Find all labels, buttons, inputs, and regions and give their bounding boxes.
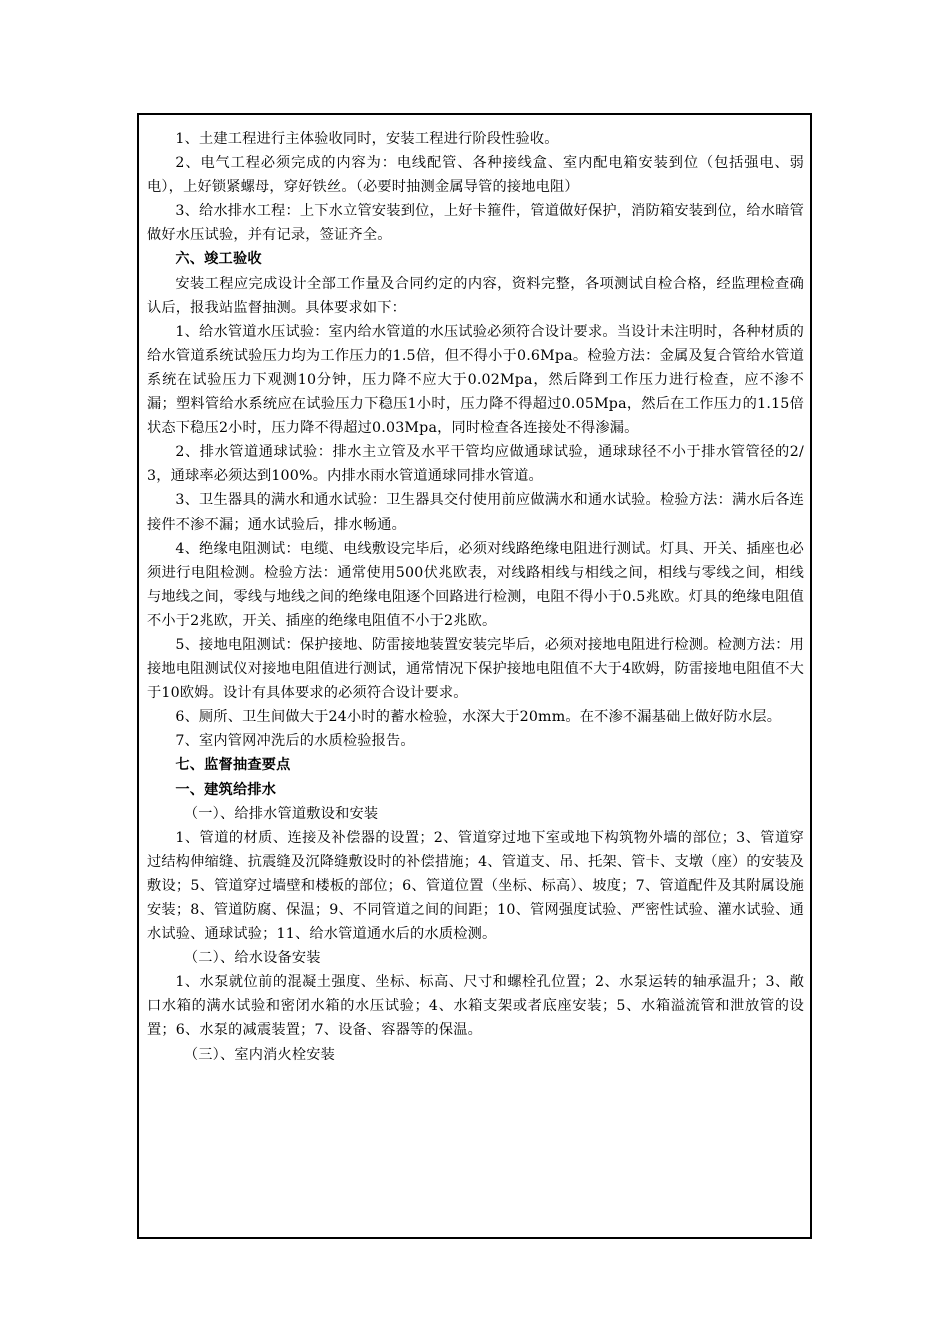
- section-heading-7: 七、监督抽查要点: [175, 757, 291, 774]
- paragraph-11: 6、厕所、卫生间做大于24小时的蓄水检验，水深大于20mm。在不渗不漏基础上做好防水层。: [175, 709, 782, 726]
- document-frame: [137, 113, 812, 1239]
- item-heading-3: （三）、室内消火栓安装: [183, 1046, 336, 1063]
- paragraph-18: 1、水泵就位前的混凝土强度、坐标、标高、尺寸和螺栓孔位置；2、水泵运转的轴承温升；3、敞口水箱的满水试验和密闭水箱的水压试验；4、水箱支架或者底座安装；5、水箱溢流管和泄放管的设置；6、水泵的减震装置；7、设备、容器等的保温。: [147, 974, 804, 1039]
- paragraph-8: 3、卫生器具的满水和通水试验：卫生器具交付使用前应做满水和通水试验。检验方法：满水后各连接件不渗不漏；通水试验后，排水畅通。: [147, 492, 804, 533]
- paragraph-3: 3、给水排水工程：上下水立管安装到位，上好卡箍件，管道做好保护，消防箱安装到位，给水暗管做好水压试验，并有记录，签证齐全。: [147, 203, 804, 244]
- subsection-heading-1: 一、建筑给排水: [175, 781, 277, 798]
- paragraph-1: 1、土建工程进行主体验收同时，安装工程进行阶段性验收。: [175, 131, 559, 147]
- paragraph-16: 1、管道的材质、连接及补偿器的设置；2、管道穿过地下室或地下构筑物外墙的部位；3、管道穿过结构伸缩缝、抗震缝及沉降缝敷设时的补偿措施；4、管道支、吊、托架、管卡、支墩（座）的安装及敷设；5、管道穿过墙壁和楼板的部位；6、管道位置（坐标、标高）、坡度；7、管道配件及其附属设施安装；8、管道防腐、保温；9、不同管道之间的间距；10、管网强度试验、严密性试验、灌水试验、通水试验、通球试验；11、给水管道通水后的水质检测。: [147, 829, 804, 943]
- paragraph-5: 安装工程应完成设计全部工作量及合同约定的内容，资料完整，各项测试自检合格，经监理检查确认后，报我站监督抽测。具体要求如下：: [147, 275, 804, 316]
- paragraph-12: 7、室内管网冲洗后的水质检验报告。: [175, 733, 415, 750]
- paragraph-6: 1、给水管道水压试验：室内给水管道的水压试验必须符合设计要求。当设计未注明时，各种材质的给水管道系统试验压力均为工作压力的1.5倍，但不得小于0.6Mpa。检验方法：金属及复合管给水管道系统在试验压力下观测10分钟，压力降不应大于0.02Mpa，然后降到工作压力进行检查，应不渗不漏；塑料管给水系统应在试验压力下稳压1小时，压力降不得超过0.05Mpa，然后在工作压力的1.15倍状态下稳压2小时，压力降不得超过0.03Mpa，同时检查各连接处不得渗漏。: [147, 323, 804, 437]
- item-heading-2: （二）、给水设备安装: [183, 950, 321, 967]
- item-heading-1: （一）、给排水管道敷设和安装: [183, 805, 379, 822]
- section-heading-6: 六、竣工验收: [175, 251, 262, 268]
- paragraph-10: 5、接地电阻测试：保护接地、防雷接地装置安装完毕后，必须对接地电阻进行检测。检测方法：用接地电阻测试仪对接地电阻值进行测试，通常情况下保护接地电阻值不大于4欧姆，防雷接地电阻值不大于10欧姆。设计有具体要求的必须符合设计要求。: [147, 636, 804, 702]
- paragraph-9: 4、绝缘电阻测试：电缆、电线敷设完毕后，必须对线路绝缘电阻进行测试。灯具、开关、插座也必须进行电阻检测。检验方法：通常使用500伏兆欧表，对线路相线与相线之间，相线与零线之间，相线与地线之间，零线与地线之间的绝缘电阻逐个回路进行检测，电阻不得小于0.5兆欧。灯具的绝缘电阻值不小于2兆欧，开关、插座的绝缘电阻值不小于2兆欧。: [147, 540, 804, 629]
- paragraph-2: 2、电气工程必须完成的内容为：电线配管、各种接线盒、室内配电箱安装到位（包括强电、弱电），上好锁紧螺母，穿好铁丝。（必要时抽测金属导管的接地电阻）: [147, 155, 804, 196]
- paragraph-7: 2、排水管道通球试验：排水主立管及水平干管均应做通球试验，通球球径不小于排水管管径的2/3，通球率必须达到100%。内排水雨水管道通球同排水管道。: [147, 444, 804, 485]
